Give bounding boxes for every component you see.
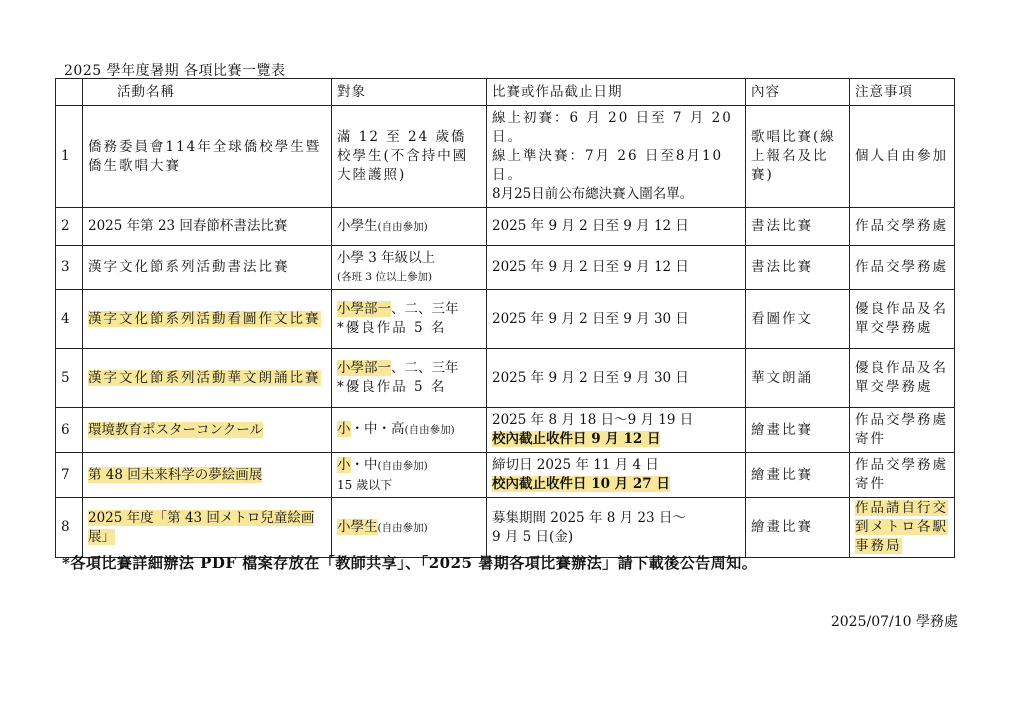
table-row bbox=[56, 349, 955, 408]
deadline: 2025 年 9 月 2 日至 9 月 30 日 bbox=[487, 349, 746, 408]
target-audience bbox=[332, 246, 487, 290]
row-number: 2 bbox=[56, 208, 83, 246]
row-number: 1 bbox=[56, 106, 83, 208]
target-audience: 滿 12 至 24 歲僑校學生(不含持中國大陸護照) bbox=[332, 106, 487, 208]
table-row bbox=[56, 290, 955, 349]
date-signature: 2025/07/10 學務處 bbox=[830, 614, 958, 630]
highlighted-text: 小 bbox=[337, 456, 351, 473]
highlighted-text: 第 48 回未来科学の夢絵画展 bbox=[88, 466, 263, 483]
notes: 優良作品及名單交學務處 bbox=[850, 349, 955, 408]
document-title: 2025 學年度暑期 各項比賽一覽表 bbox=[64, 63, 286, 79]
target-audience bbox=[332, 349, 487, 408]
activity-name bbox=[83, 498, 332, 558]
highlighted-text: 漢字文化節系列活動華文朗誦比賽 bbox=[88, 369, 321, 386]
content-type: 繪畫比賽 bbox=[746, 408, 850, 453]
school-deadline: 校內截止收件日 9 月 12 日 bbox=[492, 431, 661, 447]
notes: 作品交學務處 bbox=[850, 246, 955, 290]
table-row bbox=[56, 106, 955, 208]
highlighted-text: 作品請自行交到メトロ各駅事務局 bbox=[855, 500, 948, 554]
highlighted-text: 小學部一 bbox=[337, 360, 391, 376]
deadline-line: 締切日 2025 年 11 月 4 日 bbox=[492, 457, 659, 473]
row-number: 5 bbox=[56, 349, 83, 408]
age-limit: 15 歲以下 bbox=[337, 477, 393, 492]
target-note: (各班 3 位以上參加) bbox=[337, 270, 433, 283]
header-activity-name: 活動名稱 bbox=[83, 79, 332, 106]
deadline-line: 線上準決賽：7月 26 日至8月10日。 bbox=[492, 148, 724, 183]
target-audience bbox=[332, 208, 487, 246]
target-audience bbox=[332, 453, 487, 498]
row-number: 7 bbox=[56, 453, 83, 498]
table-row bbox=[56, 453, 955, 498]
notes bbox=[850, 498, 955, 558]
target-rest: ・中・高 bbox=[350, 421, 405, 437]
table-row bbox=[56, 498, 955, 558]
deadline: 2025 年 9 月 2 日至 9 月 12 日 bbox=[487, 208, 746, 246]
target-audience bbox=[332, 408, 487, 453]
target-audience bbox=[332, 290, 487, 349]
notes: 個人自由參加 bbox=[850, 106, 955, 208]
deadline: 2025 年 9 月 2 日至 9 月 12 日 bbox=[487, 246, 746, 290]
highlighted-text: 漢字文化節系列活動看圖作文比賽 bbox=[88, 310, 321, 327]
content-type: 看圖作文 bbox=[746, 290, 850, 349]
target-note: *優良作品 5 名 bbox=[337, 379, 447, 395]
deadline-line: 線上初賽：6 月 20 日至 7 月 20 日。 bbox=[492, 110, 733, 145]
content-type: 書法比賽 bbox=[746, 246, 850, 290]
deadline: 2025 年 9 月 2 日至 9 月 30 日 bbox=[487, 290, 746, 349]
deadline-cell bbox=[487, 498, 746, 558]
header-num bbox=[56, 79, 83, 106]
row-number: 4 bbox=[56, 290, 83, 349]
header-content: 內容 bbox=[746, 79, 850, 106]
highlighted-text: 小 bbox=[337, 421, 351, 437]
content-type: 繪畫比賽 bbox=[746, 498, 850, 558]
target-rest: 、二、三年 bbox=[391, 360, 459, 376]
row-number: 6 bbox=[56, 408, 83, 453]
table-header-row bbox=[56, 79, 955, 106]
target-note: *優良作品 5 名 bbox=[337, 320, 447, 336]
footnote: *各項比賽詳細辦法 PDF 檔案存放在「教師共享」、「2025 暑期各項比賽辦法」請下載後公告周知。 bbox=[62, 554, 758, 572]
header-deadline: 比賽或作品截止日期 bbox=[487, 79, 746, 106]
target-note: (自由參加) bbox=[377, 459, 428, 472]
activity-name bbox=[83, 290, 332, 349]
target-note: (自由參加) bbox=[377, 220, 428, 233]
notes: 優良作品及名單交學務處 bbox=[850, 290, 955, 349]
row-number: 8 bbox=[56, 498, 83, 558]
notes: 作品交學務處寄件 bbox=[850, 453, 955, 498]
activity-name: 僑務委員會114年全球僑校學生暨僑生歌唱大賽 bbox=[83, 106, 332, 208]
activity-name bbox=[83, 408, 332, 453]
deadline-cell bbox=[487, 453, 746, 498]
content-type: 書法比賽 bbox=[746, 208, 850, 246]
highlighted-text: 環境教育ポスターコンクール bbox=[88, 421, 263, 438]
deadline-cell bbox=[487, 408, 746, 453]
table-row bbox=[56, 246, 955, 290]
content-type: 華文朗誦 bbox=[746, 349, 850, 408]
activity-name bbox=[83, 453, 332, 498]
activity-name bbox=[83, 349, 332, 408]
target-main: 小學 3 年級以上 bbox=[337, 249, 436, 266]
notes: 作品交學務處寄件 bbox=[850, 408, 955, 453]
content-type: 繪畫比賽 bbox=[746, 453, 850, 498]
deadline-cell bbox=[487, 106, 746, 208]
content-type: 歌唱比賽(線上報名及比賽) bbox=[746, 106, 850, 208]
deadline-line: 募集期間 2025 年 8 月 23 日～ bbox=[492, 509, 686, 526]
notes: 作品交學務處 bbox=[850, 208, 955, 246]
row-number: 3 bbox=[56, 246, 83, 290]
highlighted-text: 小學生 bbox=[337, 518, 378, 535]
table-row bbox=[56, 208, 955, 246]
activity-name: 漢字文化節系列活動書法比賽 bbox=[83, 246, 332, 290]
deadline-line: 2025 年 8 月 18 日～9 月 19 日 bbox=[492, 412, 694, 428]
highlighted-text: 小學部一 bbox=[337, 301, 391, 317]
target-rest: ・中 bbox=[350, 456, 378, 473]
target-rest: 、二、三年 bbox=[391, 301, 459, 317]
deadline-line: 8月25日前公布總決賽入圍名單。 bbox=[492, 186, 694, 202]
target-audience bbox=[332, 498, 487, 558]
school-deadline: 校內截止收件日 10 月 27 日 bbox=[492, 476, 670, 492]
activity-name: 2025 年第 23 回春節杯書法比賽 bbox=[83, 208, 332, 246]
target-note: (自由參加) bbox=[404, 424, 455, 436]
target-note: (自由參加) bbox=[377, 521, 428, 534]
target-main: 小學生 bbox=[337, 217, 378, 234]
header-target: 對象 bbox=[332, 79, 487, 106]
deadline-line: 9 月 5 日(金) bbox=[492, 528, 574, 545]
contests-table bbox=[55, 78, 955, 558]
highlighted-text: 2025 年度「第 43 回メトロ兒童絵画展」 bbox=[88, 509, 315, 545]
table-row bbox=[56, 408, 955, 453]
header-notes: 注意事項 bbox=[850, 79, 955, 106]
